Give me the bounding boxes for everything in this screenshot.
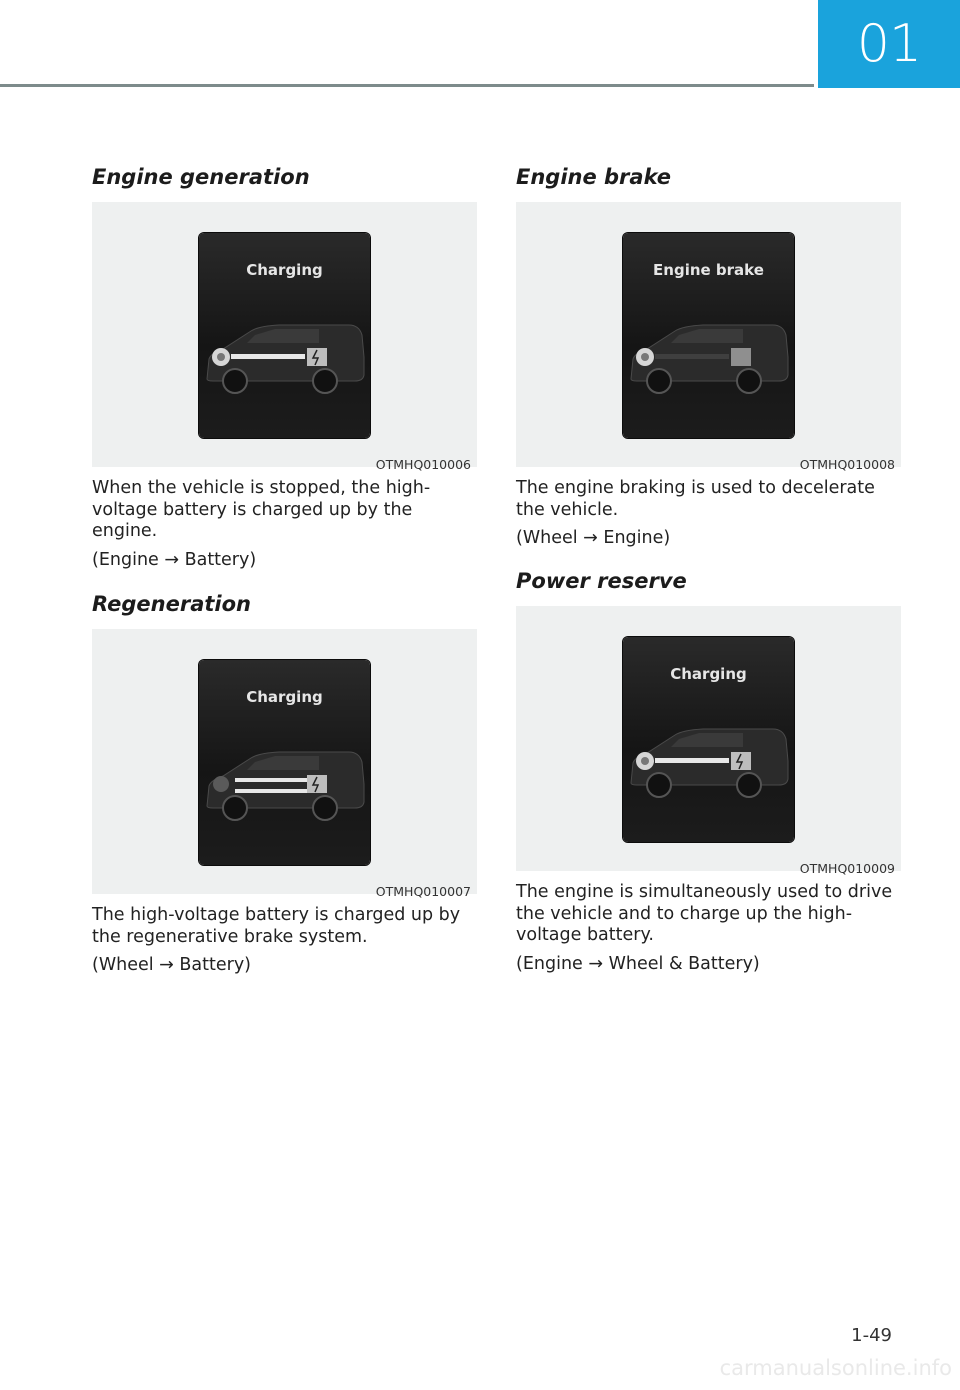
- suv-illustration: [623, 313, 794, 403]
- engine-icon: [213, 776, 229, 792]
- figure-regeneration: [92, 629, 477, 899]
- section-text: The engine braking is used to decelerate the vehicle.: [516, 478, 875, 520]
- section-flow: (Engine → Battery): [92, 549, 257, 570]
- section-flow: (Engine → Wheel & Battery): [516, 953, 760, 974]
- suv-illustration: [199, 313, 370, 403]
- engine-icon: [636, 348, 654, 366]
- cluster-display: [623, 637, 794, 842]
- section-heading: Regeneration: [92, 592, 251, 616]
- battery-icon: [307, 348, 327, 366]
- suv-illustration: [199, 740, 370, 830]
- section-flow: (Wheel → Battery): [92, 955, 252, 975]
- energy-flow-bar: [655, 354, 729, 359]
- section-text: The high-voltage battery is charged up by the regenerative brake system.: [92, 905, 461, 947]
- display-label: Charging: [246, 688, 323, 706]
- section-heading: Engine brake: [516, 165, 672, 189]
- figure-code: OTMHQ010009: [799, 861, 895, 876]
- section-flow: (Wheel → Engine): [516, 528, 671, 548]
- figure-power-reserve: [516, 606, 901, 876]
- figure-code: OTMHQ010006: [375, 457, 471, 472]
- energy-flow-bar: [655, 758, 729, 763]
- energy-flow-bar: [235, 778, 307, 782]
- battery-icon: [307, 775, 327, 793]
- section-engine-generation: [92, 164, 477, 571]
- cluster-display: [623, 233, 794, 438]
- page-number: 1-49: [851, 1325, 892, 1346]
- display-label: Charging: [246, 261, 323, 279]
- display-label: Charging: [670, 665, 747, 683]
- section-heading: Engine generation: [92, 165, 310, 189]
- cluster-display: [199, 233, 370, 438]
- section-regeneration: [92, 591, 477, 977]
- energy-flow-bar: [231, 354, 305, 359]
- display-label: Engine brake: [653, 261, 764, 279]
- section-text: The engine is simultaneously used to drive the vehicle and to charge up the high-voltage battery.: [516, 882, 893, 945]
- section-engine-brake: [516, 164, 901, 550]
- section-power-reserve: [516, 568, 901, 975]
- battery-icon: [731, 752, 751, 770]
- watermark: carmanualsonline.info: [719, 1356, 952, 1380]
- figure-code: OTMHQ010008: [799, 457, 895, 472]
- figure-code: OTMHQ010007: [375, 884, 471, 899]
- chapter-number: 01: [856, 14, 922, 74]
- chapter-tab: [818, 0, 960, 88]
- energy-flow-bar: [235, 789, 307, 793]
- engine-icon: [636, 752, 654, 770]
- header-rule: [0, 84, 814, 87]
- cluster-display: [199, 660, 370, 865]
- suv-illustration: [623, 717, 794, 807]
- section-text: When the vehicle is stopped, the high-voltage battery is charged up by the engine.: [92, 478, 431, 541]
- engine-icon: [212, 348, 230, 366]
- figure-engine-brake: [516, 202, 901, 472]
- battery-icon: [731, 348, 751, 366]
- section-heading: Power reserve: [516, 569, 687, 593]
- figure-engine-generation: [92, 202, 477, 472]
